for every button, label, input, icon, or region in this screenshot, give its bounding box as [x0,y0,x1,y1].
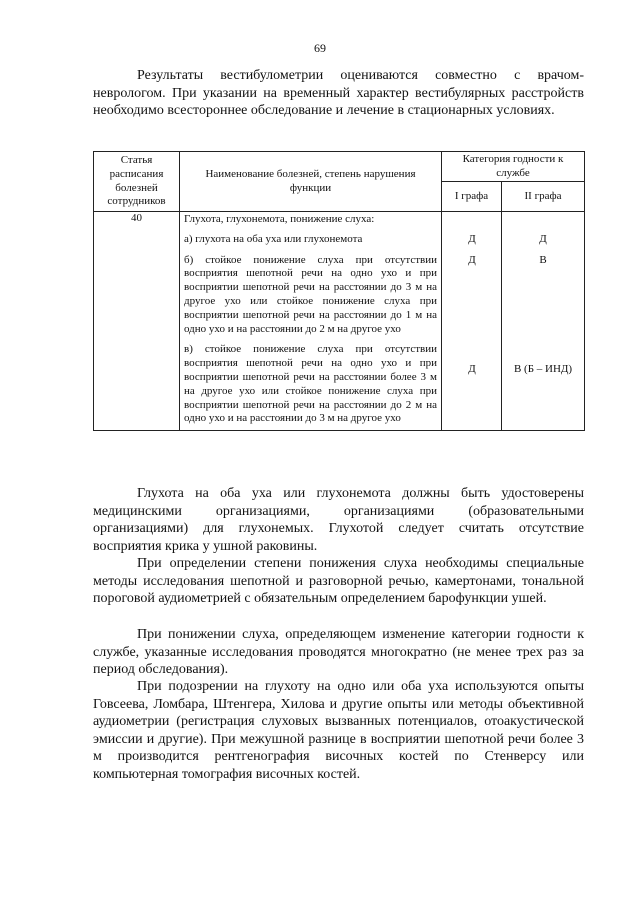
body-paragraph: При понижении слуха, определяющем изменение категории годности к службе, указанные исследования проводятся многократно (не менее трех раз за период обследования). [93,627,584,677]
row-b-grade-2: В [539,254,547,266]
header-grade-2: II графа [502,182,585,212]
row-c-grade-1: Д [468,363,476,375]
row-b-desc: б) стойкое понижение слуха при отсутствии восприятия шепотной речи на одно ухо и при восприятии шепотной речи на расстоянии до 3 м на другое ухо или стойкое понижение слуха при восприятии шепотной речи на расстоянии до 1 м на одно ухо и на расстоянии до 2 м на другое ухо [180,251,442,341]
fitness-table [93,151,584,431]
table-section-title: Глухота, глухонемота, понижение слуха: [180,212,442,230]
row-b-grade-1: Д [468,254,476,266]
intro-paragraph: Результаты вестибулометрии оцениваются совместно с врачом-неврологом. При указании на временный характер вестибулярных расстройств необходимо всестороннее обследование и лечение в стационарных условиях. [93,68,584,118]
row-a-grade-1: Д [468,233,476,245]
body-paragraph: При подозрении на глухоту на одно или оба уха используются опыты Говсеева, Ломбара, Штенгера, Хилова и другие опыты или методы объективной аудиометрии (регистрация слуховых вызванных потенциалов, отоакустической эмиссии и другие). При межушной разнице в восприятии шепотной речи более 3 м производится рентгенография височных костей по Стенверсу или компьютерная томография височных костей. [93,679,584,782]
body-paragraph: При определении степени понижения слуха необходимы специальные методы исследования шепотной и разговорной речью, камертонами, тональной пороговой аудиометрией с обязательным определением барофункции ушей. [93,556,584,606]
row-a-grade-2: Д [539,233,547,245]
header-grade-1: I графа [442,182,502,212]
body-paragraph: Глухота на оба уха или глухонемота должны быть удостоверены медицинскими организациями, организациями (образовательными организациями) для глухонемых. Глухотой следует считать отсутствие восприятия крика у ушной раковины. [93,486,584,554]
row-c-desc: в) стойкое понижение слуха при отсутствии восприятия шепотной речи на одно ухо и при восприятии шепотной речи на расстоянии более 3 м на другое ухо или стойкое понижение слуха при восприятии шепотной речи на расстоянии до 2 м на одно ухо и на расстоянии до 3 м на другое ухо [180,340,442,430]
article-number: 40 [94,212,180,431]
page-number: 69 [314,41,326,55]
header-category-group: Категория годности к службе [442,152,585,182]
row-c-grade-2: В (Б – ИНД) [513,363,573,375]
row-a-desc: а) глухота на оба уха или глухонемота [180,230,442,251]
header-disease-name: Наименование болезней, степень нарушения функции [180,152,442,212]
header-article: Статья расписания болезней сотрудников [94,152,180,212]
